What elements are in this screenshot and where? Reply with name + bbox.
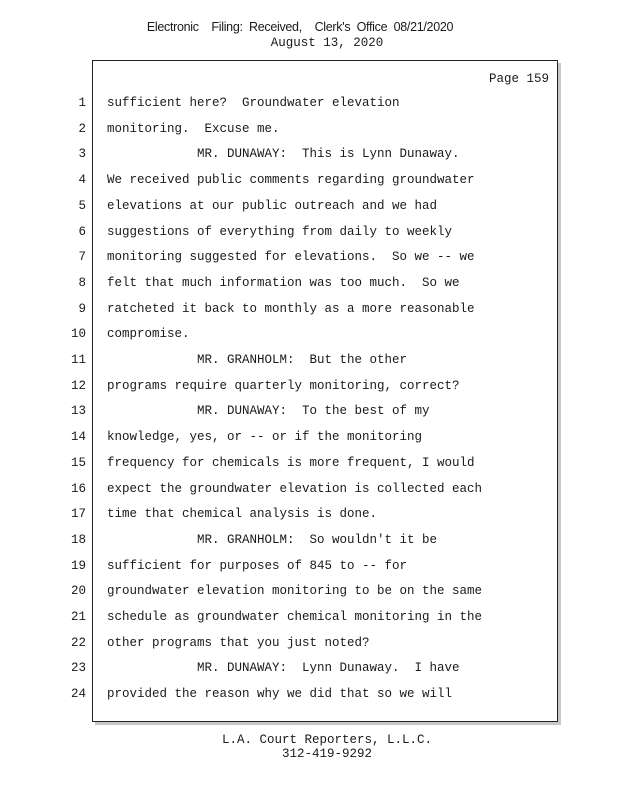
line-text: MR. GRANHOLM: So wouldn't it be — [107, 533, 438, 547]
line-text: MR. GRANHOLM: But the other — [107, 353, 408, 367]
line-number: 16 — [70, 482, 86, 496]
line-number: 19 — [70, 559, 86, 573]
line-number: 21 — [70, 610, 86, 624]
line-text: time that chemical analysis is done. — [107, 507, 378, 521]
line-text: We received public comments regarding groundwater — [107, 173, 475, 187]
line-number: 6 — [78, 225, 86, 239]
line-number: 13 — [70, 404, 86, 418]
line-text: MR. DUNAWAY: Lynn Dunaway. I have — [107, 661, 460, 675]
line-text: MR. DUNAWAY: This is Lynn Dunaway. — [107, 147, 460, 161]
line-number: 12 — [70, 379, 86, 393]
line-number: 14 — [70, 430, 86, 444]
line-text: felt that much information was too much. So we — [107, 276, 460, 290]
line-number: 2 — [78, 122, 86, 136]
line-text: frequency for chemicals is more frequent, I would — [107, 456, 475, 470]
line-text: provided the reason why we did that so we will — [107, 687, 453, 701]
line-text: schedule as groundwater chemical monitoring in the — [107, 610, 483, 624]
reporter-company: L.A. Court Reporters, L.L.C. — [221, 733, 433, 747]
line-number: 1 — [78, 96, 86, 110]
line-text: compromise. — [107, 327, 190, 341]
line-number: 23 — [70, 661, 86, 675]
line-text: ratcheted it back to monthly as a more reasonable — [107, 302, 475, 316]
line-text: MR. DUNAWAY: To the best of my — [107, 404, 430, 418]
line-number: 20 — [70, 584, 86, 598]
filing-stamp: Electronic Filing: Received, Clerk's Office 08/21/2020 — [146, 20, 454, 34]
line-number: 18 — [70, 533, 86, 547]
line-number: 5 — [78, 199, 86, 213]
page-number: Page 159 — [489, 72, 550, 86]
line-number: 10 — [70, 327, 86, 341]
line-number: 17 — [70, 507, 86, 521]
line-text: monitoring. Excuse me. — [107, 122, 280, 136]
line-number: 11 — [70, 353, 86, 367]
line-number: 24 — [70, 687, 86, 701]
line-text: expect the groundwater elevation is collected each — [107, 482, 483, 496]
line-text: sufficient here? Groundwater elevation — [107, 96, 400, 110]
line-number: 22 — [70, 636, 86, 650]
line-number: 3 — [78, 147, 86, 161]
line-text: other programs that you just noted? — [107, 636, 370, 650]
line-number: 8 — [78, 276, 86, 290]
line-text: groundwater elevation monitoring to be on the same — [107, 584, 483, 598]
line-text: programs require quarterly monitoring, correct? — [107, 379, 460, 393]
line-number: 4 — [78, 173, 86, 187]
line-number: 7 — [78, 250, 86, 264]
line-number: 15 — [70, 456, 86, 470]
line-text: elevations at our public outreach and we had — [107, 199, 438, 213]
reporter-phone: 312-419-9292 — [281, 747, 372, 761]
line-number: 9 — [78, 302, 86, 316]
line-text: suggestions of everything from daily to weekly — [107, 225, 453, 239]
hearing-date: August 13, 2020 — [270, 36, 384, 50]
line-text: knowledge, yes, or -- or if the monitoring — [107, 430, 423, 444]
line-text: sufficient for purposes of 845 to -- for — [107, 559, 408, 573]
line-text: monitoring suggested for elevations. So we -- we — [107, 250, 475, 264]
